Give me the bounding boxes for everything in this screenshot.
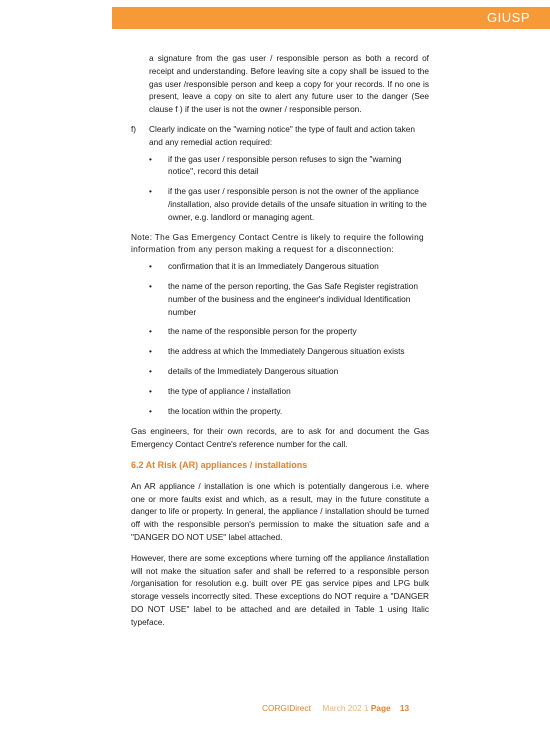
bullet-icon: •: [149, 186, 152, 197]
bullet-icon: •: [149, 261, 152, 272]
list-item: • the address at which the Immediately Dangerous situation exists: [149, 346, 405, 357]
footer-date: March 202 1: [322, 703, 369, 713]
bullet-icon: •: [149, 153, 152, 164]
list-item: • the name of the responsible person for the property: [149, 326, 357, 337]
list-item: • the location within the property.: [149, 405, 283, 416]
intro-continuation: a signature from the gas user / responsible person as both a record of receipt and understanding. Before leaving site a copy shall be issued to the gas user /responsible person and keep a copy for your records. If no one is present, leave a copy on site to alert any future user to the danger (See clause f ) if the user is not the owner / responsible person.: [149, 53, 429, 115]
page-footer: [262, 703, 409, 713]
item-f-bullets: [131, 153, 429, 224]
bullet-icon: •: [149, 405, 152, 416]
bullet-icon: •: [149, 280, 152, 291]
footer-publisher: CORGIDirect: [262, 703, 311, 713]
list-item: • the name of the person reporting, the Gas Safe Register registration number of the business and the engineer's individual Identification number: [149, 280, 418, 317]
brand-label: GIUSP: [487, 10, 530, 25]
bullet-icon: •: [149, 346, 152, 357]
section-paragraph-1: An AR appliance / installation is one which is potentially dangerous i.e. where one or more faults exist and which, as a result, may in the future constitute a danger to life or property. In general, the appliance / installation should be turned off with the responsible person's permission to make the situation safe and a "DANGER DO NOT USE" label attached.: [131, 480, 429, 542]
page-content: [131, 52, 429, 628]
list-item-f: [131, 123, 429, 149]
list-item: • confirmation that it is an Immediately Dangerous situation: [149, 261, 379, 272]
bullet-icon: •: [149, 326, 152, 337]
item-f-text: Clearly indicate on the "warning notice" the type of fault and action taken and any remedial action required:: [149, 123, 416, 147]
list-item: • if the gas user / responsible person refuses to sign the "warning notice", record this detail: [149, 153, 402, 177]
footer-page-number: 13: [399, 703, 410, 713]
bullet-icon: •: [149, 385, 152, 396]
bullet-icon: •: [149, 365, 152, 376]
section-paragraph-2: However, there are some exceptions where turning off the appliance /installation will not make the situation safer and shall be referred to a responsible person /organisation for resolution e.g. built over PE gas service pipes and LPG bulk storage vessels incorrectly sited. These exceptions do NOT require a "DANGER DO NOT USE" label to be attached and are detailed in Table 1 using Italic typeface.: [131, 552, 429, 627]
note-bullets: [131, 260, 429, 417]
section-heading: 6.2 At Risk (AR) appliances / installations: [131, 459, 308, 470]
list-item: • details of the Immediately Dangerous situation: [149, 365, 339, 376]
engineers-paragraph: Gas engineers, for their own records, are to ask for and document the Gas Emergency Contact Centre's reference number for the call.: [131, 426, 429, 450]
footer-page-label: Page: [370, 703, 391, 713]
header-bar: [112, 7, 550, 29]
list-marker: f): [131, 123, 137, 134]
list-item: • the type of appliance / installation: [149, 385, 291, 396]
note-paragraph: Note: The Gas Emergency Contact Centre is likely to require the following information from any person making a request for a disconnection:: [131, 231, 424, 255]
list-item: • if the gas user / responsible person is not the owner of the appliance /installation, also provide details of the unsafe situation in writing to the owner, e.g. landlord or managing agent.: [149, 186, 427, 222]
